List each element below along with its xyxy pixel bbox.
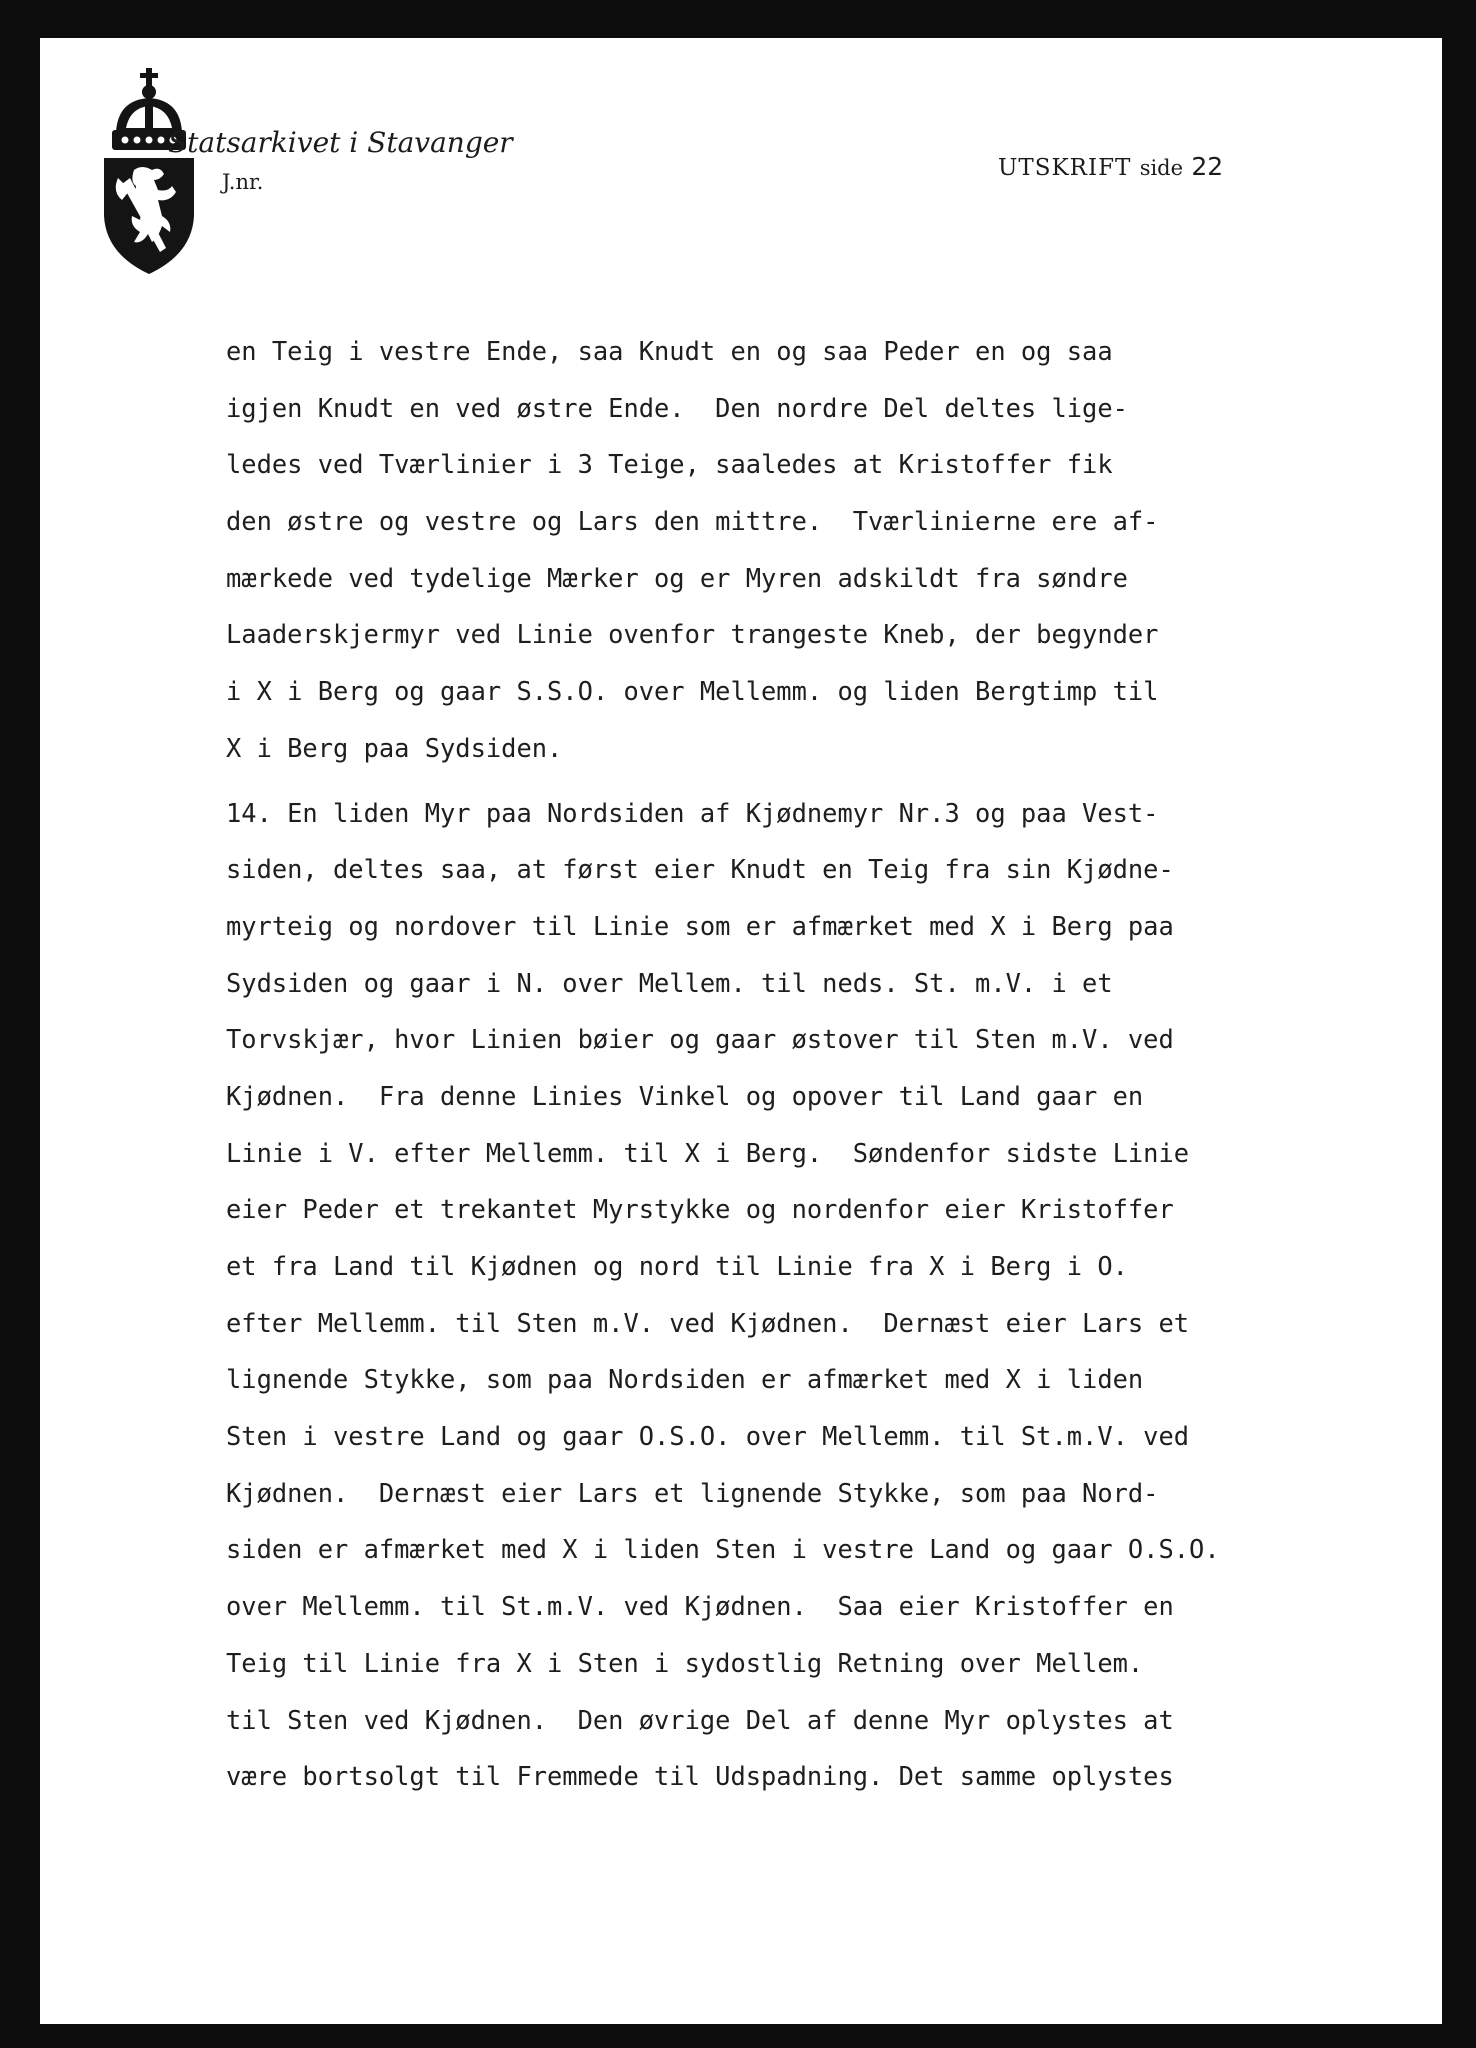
paragraph-gap	[226, 777, 1376, 785]
text-line: til Sten ved Kjødnen. Den øvrige Del af denne Myr oplystes at	[226, 1704, 1174, 1735]
text-line: Sydsiden og gaar i N. over Mellem. til neds. St. m.V. i et	[226, 967, 1113, 998]
side-label: side	[1139, 156, 1184, 180]
text-line: i X i Berg og gaar S.S.O. over Mellemm. og liden Bergtimp til	[226, 676, 1159, 707]
text-line: Kjødnen. Fra denne Linies Vinkel og opover til Land gaar en	[226, 1080, 1144, 1111]
text-line: over Mellemm. til St.m.V. ved Kjødnen. Saa eier Kristoffer en	[226, 1591, 1174, 1622]
document-body	[226, 323, 1376, 1805]
text-line: lignende Stykke, som paa Nordsiden er afmærket med X i liden	[226, 1364, 1144, 1395]
journal-number-label: J.nr.	[222, 170, 264, 194]
text-line: siden er afmærket med X i liden Sten i vestre Land og gaar O.S.O.	[226, 1534, 1220, 1565]
text-line: mærkede ved tydelige Mærker og er Myren adskildt fra søndre	[226, 562, 1128, 593]
text-line: Teig til Linie fra X i Sten i sydostlig Retning over Mellem.	[226, 1647, 1144, 1678]
text-line: en Teig i vestre Ende, saa Knudt en og saa Peder en og saa	[226, 336, 1113, 366]
coat-of-arms-icon	[100, 66, 198, 276]
text-line: efter Mellemm. til Sten m.V. ved Kjødnen. Dernæst eier Lars et	[226, 1307, 1190, 1338]
text-line: Sten i vestre Land og gaar O.S.O. over Mellemm. til St.m.V. ved	[226, 1421, 1190, 1452]
paragraph-1	[226, 323, 1376, 777]
text-line: Linie i V. efter Mellemm. til X i Berg. Søndenfor sidste Linie	[226, 1137, 1190, 1168]
text-line: være bortsolgt til Fremmede til Udspadning. Det samme oplystes	[226, 1761, 1174, 1792]
text-line: Laaderskjermyr ved Linie ovenfor trangeste Kneb, der begynder	[226, 619, 1159, 650]
text-line: eier Peder et trekantet Myrstykke og nordenfor eier Kristoffer	[226, 1194, 1174, 1225]
archive-name: Statsarkivet i Stavanger	[168, 126, 513, 159]
text-line: X i Berg paa Sydsiden.	[226, 732, 563, 763]
paragraph-2	[226, 785, 1376, 1805]
text-line: Kjødnen. Dernæst eier Lars et lignende Stykke, som paa Nord-	[226, 1477, 1159, 1508]
text-line: 14. En liden Myr paa Nordsiden af Kjødnemyr Nr.3 og paa Vest-	[226, 797, 1159, 828]
text-line: myrteig og nordover til Linie som er afmærket med X i Berg paa	[226, 910, 1174, 941]
text-line: Torvskjær, hvor Linien bøier og gaar østover til Sten m.V. ved	[226, 1024, 1174, 1055]
utskrift-label: UTSKRIFT	[998, 155, 1132, 181]
text-line: ledes ved Tværlinier i 3 Teige, saaledes at Kristoffer fik	[226, 449, 1113, 480]
text-line: et fra Land til Kjødnen og nord til Linie fra X i Berg i O.	[226, 1251, 1128, 1281]
text-line: igjen Knudt en ved østre Ende. Den nordre Del deltes lige-	[226, 392, 1128, 423]
page-number: 22	[1191, 152, 1224, 181]
text-line: den østre og vestre og Lars den mittre. Tværlinierne ere af-	[226, 506, 1159, 537]
utskrift-header	[998, 152, 1223, 181]
text-line: siden, deltes saa, at først eier Knudt en Teig fra sin Kjødne-	[226, 854, 1174, 885]
